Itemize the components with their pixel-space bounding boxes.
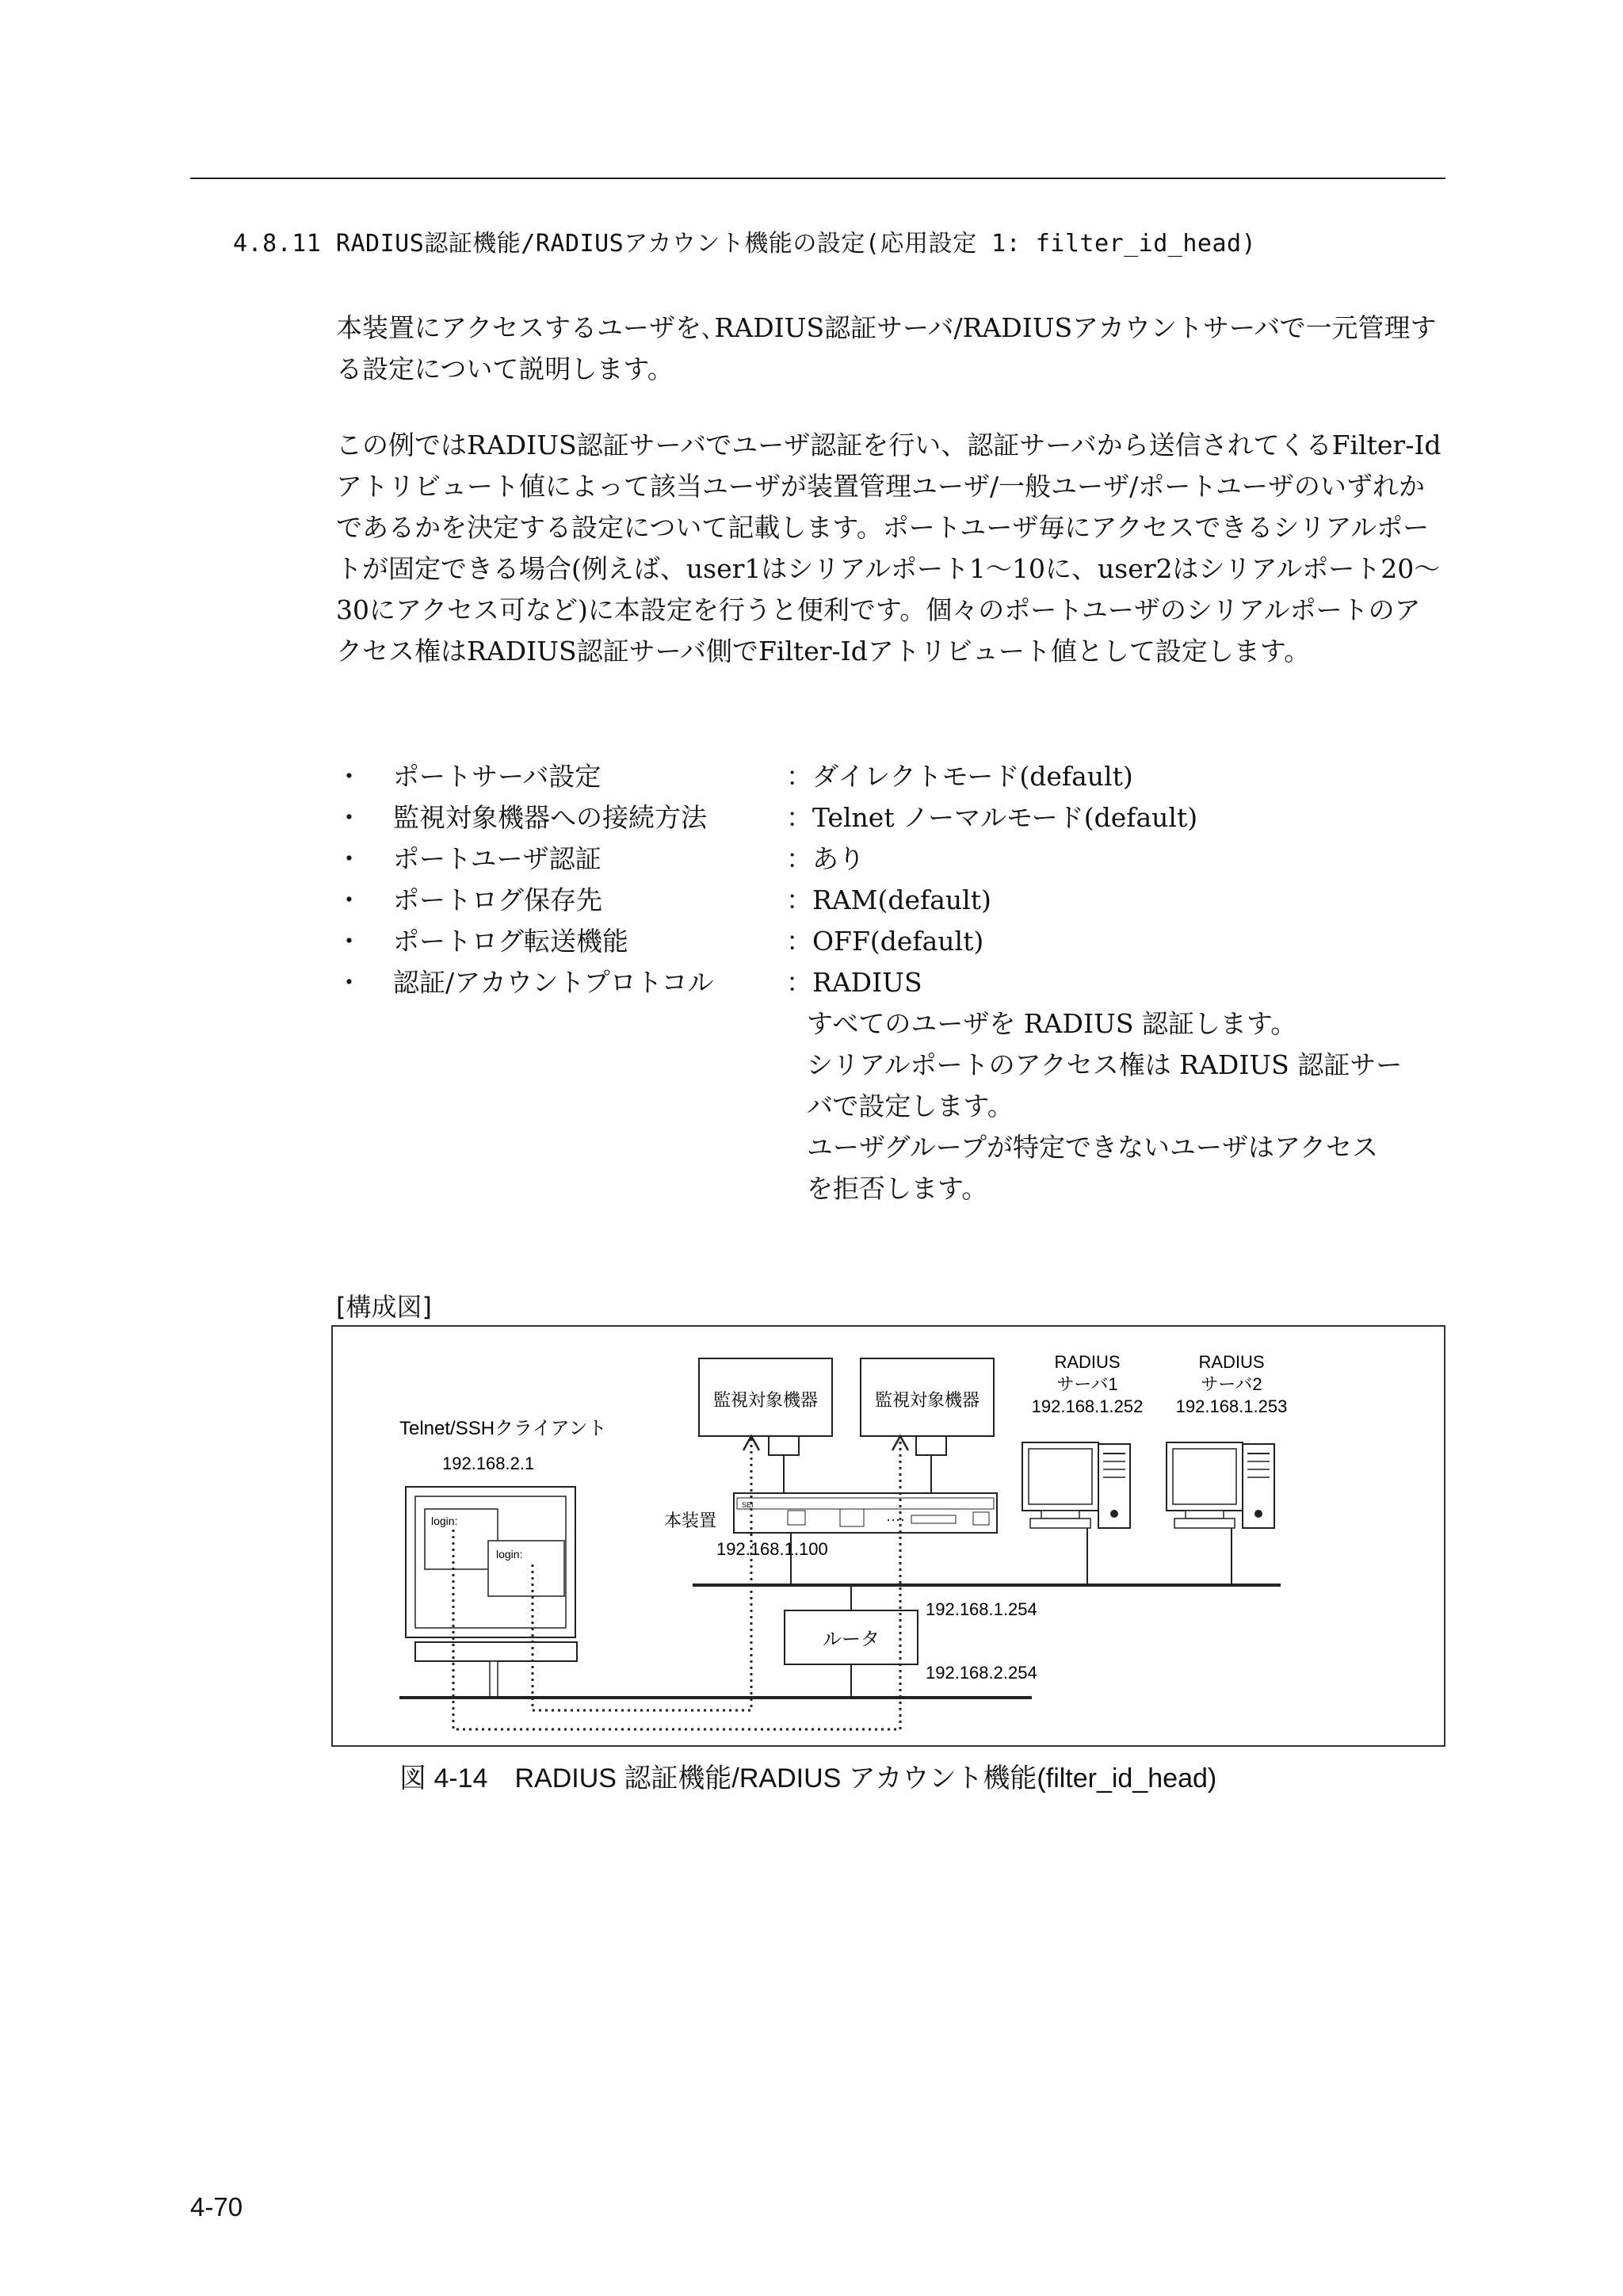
setting-value: ：Telnet ノーマルモード(default) xyxy=(786,802,1198,833)
setting-value: ：あり xyxy=(786,843,865,874)
setting-label: ポートログ転送機能 xyxy=(393,926,628,957)
section-title: 4.8.11 RADIUS認証機能/RADIUSアカウント機能の設定(応用設定 1: filter_id_head) xyxy=(233,230,1257,258)
setting-label: ポートサーバ設定 xyxy=(393,761,601,792)
header-rule xyxy=(190,178,1445,179)
settings-row xyxy=(336,797,1445,839)
unit-ip: 192.168.1.100 xyxy=(716,1539,828,1559)
radius-server-1-icon xyxy=(1022,1442,1130,1528)
radius-server-ip: 192.168.1.252 xyxy=(1031,1396,1144,1416)
radius-server-name: RADIUS xyxy=(1198,1352,1265,1372)
setting-label: 認証/アカウントプロトコル xyxy=(393,967,714,998)
unit-label: 本装置 xyxy=(664,1511,717,1530)
arrowhead xyxy=(743,1436,759,1450)
serial-connector xyxy=(769,1436,799,1455)
login-prompt: login: xyxy=(496,1548,523,1561)
network-diagram xyxy=(331,1325,1445,1747)
note-line: すべてのユーザを RADIUS 認証します。 xyxy=(807,1008,1297,1039)
paragraph-2: この例ではRADIUS認証サーバでユーザ認証を行い、認証サーバから送信されてくるFilter-Idアトリビュート値によって該当ユーザが装置管理ユーザ/一般ユーザ/ポートユーザのいずれかであるかを決定する設定について記載します。ポートユーザ毎にアクセスできるシリアルポートが固定できる場合(例えば、user1はシリアルポート1～10に、user2はシリアルポート20～30にアクセス可など)に本設定を行うと便利です。個々のポートユーザのシリアルポートのアクセス権はRADIUS認証サーバ側でFilter-Idアトリビュート値として設定します。 xyxy=(336,430,1442,667)
note-line: バで設定します。 xyxy=(807,1091,1014,1121)
monitored-device-label: 監視対象機器 xyxy=(874,1390,980,1410)
bullet: ・ xyxy=(336,926,362,957)
bullet: ・ xyxy=(336,802,362,833)
settings-row xyxy=(336,839,1445,880)
unit-device-icon xyxy=(734,1493,997,1533)
setting-value: ：OFF(default) xyxy=(786,926,984,957)
login-prompt: login: xyxy=(431,1515,458,1527)
monitored-device-label: 監視対象機器 xyxy=(712,1390,819,1410)
bullet: ・ xyxy=(336,967,362,998)
note-line: シリアルポートのアクセス権は RADIUS 認証サー xyxy=(807,1049,1403,1080)
setting-label: 監視対象機器への接続方法 xyxy=(393,802,707,833)
description-paragraph xyxy=(336,425,1445,672)
router-ip: 192.168.1.254 xyxy=(926,1599,1037,1619)
setting-value: ：RADIUS xyxy=(786,967,922,998)
setting-label: ポートログ保存先 xyxy=(393,884,602,915)
router-ip: 192.168.2.254 xyxy=(926,1663,1037,1683)
diagram-label: [構成図] xyxy=(336,1292,432,1322)
settings-list xyxy=(336,756,1445,1204)
settings-row xyxy=(336,756,1445,797)
radius-server-name: RADIUS xyxy=(1054,1352,1121,1372)
radius-server-sub: サーバ2 xyxy=(1201,1374,1262,1394)
client-name: Telnet/SSHクライアント xyxy=(399,1418,607,1439)
settings-row xyxy=(336,921,1445,962)
radius-server-2-icon xyxy=(1167,1442,1274,1528)
router-label: ルータ xyxy=(823,1629,880,1650)
setting-value: ：ダイレクトモード(default) xyxy=(786,761,1133,792)
bullet: ・ xyxy=(336,761,362,792)
unit-badge: SEI xyxy=(742,1501,754,1509)
setting-value: ：RAM(default) xyxy=(786,884,991,915)
serial-connector xyxy=(916,1436,946,1455)
page-number: 4-70 xyxy=(190,2192,243,2222)
note-line: を拒否します。 xyxy=(807,1173,988,1204)
protocol-notes xyxy=(807,1003,1457,1209)
paragraph-1: 本装置にアクセスするユーザを､RADIUS認証サーバ/RADIUSアカウントサーバで一元管理する設定について説明します。 xyxy=(336,312,1437,384)
settings-row xyxy=(336,880,1445,921)
bullet: ・ xyxy=(336,843,362,874)
intro-paragraph xyxy=(336,308,1445,390)
settings-row xyxy=(336,962,1445,1003)
bullet: ・ xyxy=(336,884,362,915)
client-ip: 192.168.2.1 xyxy=(442,1454,535,1473)
note-line: ユーザグループが特定できないユーザはアクセス xyxy=(807,1132,1379,1163)
figure-caption: 図 4-14 RADIUS 認証機能/RADIUS アカウント機能(filter_id_head) xyxy=(399,1763,1217,1794)
radius-server-ip: 192.168.1.253 xyxy=(1175,1396,1288,1416)
setting-label: ポートユーザ認証 xyxy=(393,843,601,874)
radius-server-sub: サーバ1 xyxy=(1056,1374,1118,1394)
